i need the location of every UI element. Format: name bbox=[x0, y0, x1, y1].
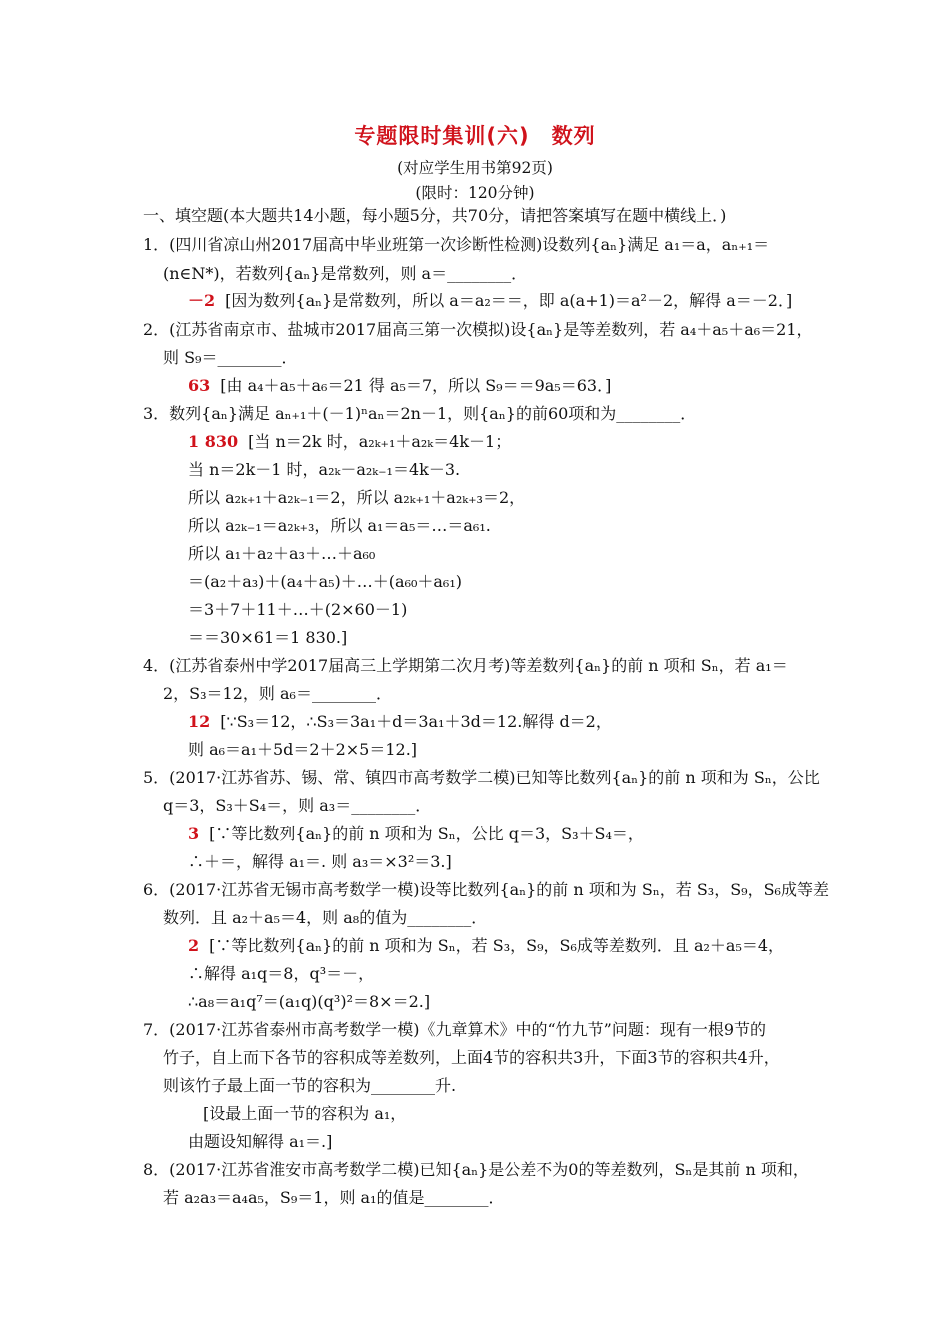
solution-3-line-4: 所以 a₂ₖ₋₁＝a₂ₖ₊₃，所以 a₁＝a₅＝…＝a₆₁. bbox=[188, 516, 491, 535]
answer-3 bbox=[188, 432, 511, 452]
question-6-line-2: 数列．且 a₂＋a₅＝4，则 a₈的值为________． bbox=[163, 908, 488, 927]
solution-3-line-8: ＝＝30×61＝1 830.] bbox=[188, 628, 348, 647]
solution-3-line-3: 所以 a₂ₖ₊₁＋a₂ₖ₋₁＝2，所以 a₂ₖ₊₁＋a₂ₖ₊₃＝2， bbox=[188, 488, 526, 507]
solution-3-line-7: ＝3＋7＋11＋…＋(2×60－1) bbox=[188, 600, 408, 619]
solution-7-line-1: [设最上面一节的容积为 a₁， bbox=[203, 1104, 407, 1123]
answer-2 bbox=[188, 376, 611, 396]
solution-3-line-1: [当 n＝2k 时，a₂ₖ₊₁＋a₂ₖ＝4k－1； bbox=[248, 432, 512, 451]
solution-1: [因为数列{aₙ}是常数列，所以 a＝a₂＝＝，即 a(a+1)＝a²－2，解得 a＝－2．] bbox=[225, 291, 793, 310]
answer-5 bbox=[188, 824, 644, 844]
question-7-line-2: 竹子，自上而下各节的容积成等差数列，上面4节的容积共3升，下面3节的容积共4升， bbox=[163, 1048, 780, 1067]
solution-3-line-6: ＝(a₂＋a₃)＋(a₄＋a₅)＋…＋(a₆₀＋a₆₁) bbox=[188, 572, 463, 591]
answer-6-value: 2 bbox=[188, 936, 200, 955]
solution-5-line-1: [∵等比数列{aₙ}的前 n 项和为 Sₙ，公比 q＝3，S₃＋S₄＝， bbox=[209, 824, 644, 843]
question-2-line-2: 则 S₉＝________． bbox=[163, 348, 298, 367]
answer-5-value: 3 bbox=[188, 824, 200, 843]
solution-3-line-5: 所以 a₁＋a₂＋a₃＋…＋a₆₀ bbox=[188, 544, 376, 563]
question-1-line-2: (n∈N*)，若数列{aₙ}是常数列，则 a＝________． bbox=[163, 264, 528, 283]
solution-6-line-1: [∵等比数列{aₙ}的前 n 项和为 Sₙ，若 S₃，S₉，S₆成等差数列．且 a₂＋a₅＝4， bbox=[209, 936, 785, 955]
answer-2-value: 63 bbox=[188, 376, 211, 395]
solution-4-line-2: 则 a₆＝a₁＋5d＝2＋2×5＝12.] bbox=[188, 740, 418, 759]
solution-6-line-3: ∴a₈＝a₁q⁷＝(a₁q)(q³)²＝8×＝2.] bbox=[188, 992, 431, 1011]
question-2-line-1: 2．(江苏省南京市、盐城市2017届高三第一次模拟)设{aₙ}是等差数列，若 a₄＋a₅＋a₆＝21， bbox=[143, 320, 813, 339]
solution-5-line-2: ∴＋＝，解得 a₁＝. 则 a₃＝×3²＝3.] bbox=[188, 852, 452, 871]
answer-4 bbox=[188, 712, 612, 732]
section-heading: 一、填空题(本大题共14小题，每小题5分，共70分，请把答案填写在题中横线上．) bbox=[143, 206, 727, 225]
question-8-line-1: 8．(2017·江苏省淮安市高考数学二模)已知{aₙ}是公差不为0的等差数列，Sₙ是其前 n 项和， bbox=[143, 1160, 809, 1179]
answer-1-value: －2 bbox=[188, 291, 216, 310]
answer-3-value: 1 830 bbox=[188, 432, 239, 451]
answer-4-value: 12 bbox=[188, 712, 211, 731]
solution-3-line-2: 当 n＝2k－1 时，a₂ₖ－a₂ₖ₋₁＝4k－3. bbox=[188, 460, 461, 479]
time-limit: (限时：120分钟) bbox=[415, 184, 535, 202]
book-reference: (对应学生用书第92页) bbox=[397, 159, 553, 177]
question-1-line-1: 1．(四川省凉山州2017届高中毕业班第一次诊断性检测)设数列{aₙ}满足 a₁＝a，aₙ₊₁＝ bbox=[143, 235, 770, 254]
solution-6-line-2: ∴解得 a₁q＝8，q³＝－， bbox=[188, 964, 375, 983]
question-4-line-1: 4．(江苏省泰州中学2017届高三上学期第二次月考)等差数列{aₙ}的前 n 项和 Sₙ，若 a₁＝ bbox=[143, 656, 788, 675]
answer-6 bbox=[188, 936, 784, 956]
solution-7-line-2: 由题设知解得 a₁＝.] bbox=[188, 1132, 333, 1151]
question-7-line-1: 7．(2017·江苏省泰州市高考数学一模)《九章算术》中的“竹九节”问题：现有一根9节的 bbox=[143, 1020, 767, 1039]
question-8-line-2: 若 a₂a₃＝a₄a₅，S₉＝1，则 a₁的值是________． bbox=[163, 1188, 505, 1207]
question-5-line-1: 5．(2017·江苏省苏、锡、常、镇四市高考数学二模)已知等比数列{aₙ}的前 n 项和为 Sₙ，公比 bbox=[143, 768, 820, 787]
question-6-line-1: 6．(2017·江苏省无锡市高考数学一模)设等比数列{aₙ}的前 n 项和为 Sₙ，若 S₃，S₉，S₆成等差 bbox=[143, 880, 829, 899]
question-3-line-1: 3．数列{aₙ}满足 aₙ₊₁＋(－1)ⁿaₙ＝2n－1，则{aₙ}的前60项和为________． bbox=[143, 404, 697, 423]
question-4-line-2: 2，S₃＝12，则 a₆＝________． bbox=[163, 684, 392, 703]
answer-1 bbox=[188, 291, 792, 311]
page-title: 专题限时集训(六) 数列 bbox=[354, 124, 596, 148]
solution-2: [由 a₄＋a₅＋a₆＝21 得 a₅＝7，所以 S₉＝＝9a₅＝63．] bbox=[220, 376, 612, 395]
question-5-line-2: q＝3，S₃＋S₄＝，则 a₃＝________． bbox=[163, 796, 432, 815]
question-7-line-3: 则该竹子最上面一节的容积为________升. bbox=[163, 1076, 457, 1095]
solution-4-line-1: [∵S₃＝12，∴S₃＝3a₁＋d＝3a₁＋3d＝12.解得 d＝2， bbox=[220, 712, 612, 731]
